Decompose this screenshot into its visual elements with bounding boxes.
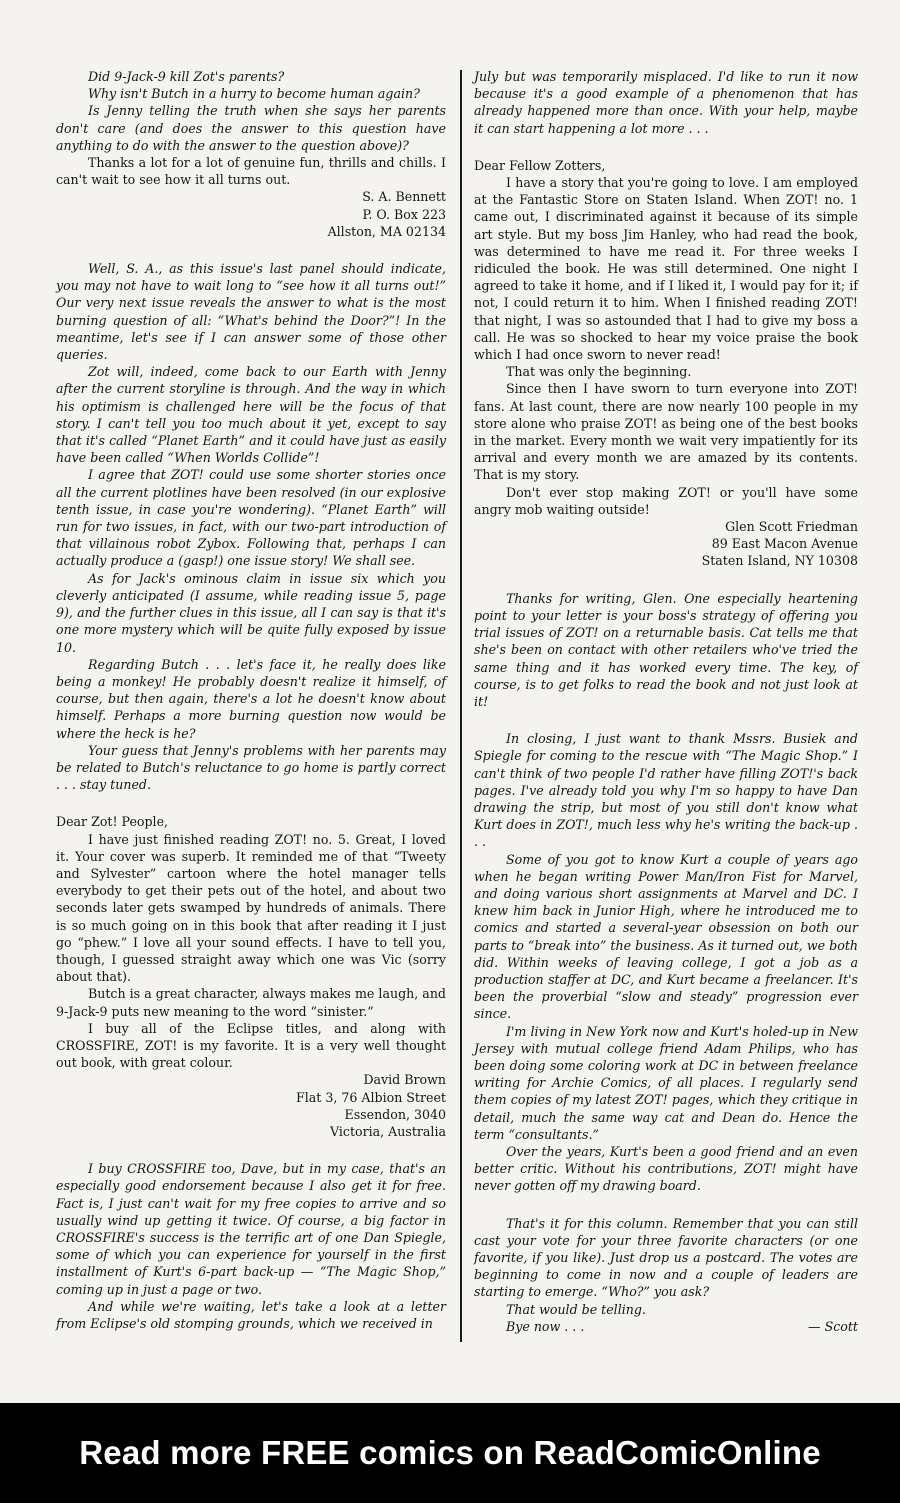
signature-address: P. O. Box 223 — [362, 206, 446, 222]
reply-paragraph: Thanks for writing, Glen. One especially heartening point to your letter is your boss's strategy of offering you trial issues of ZOT! on a returnable basis. Cat tells me that she's been on contact with other retailers who've tried the same thing and it has worked every time. The key, of course, is to get folks to read the book and not just look at it! — [474, 590, 858, 709]
letter-salutation: Dear Fellow Zotters, — [474, 157, 606, 173]
reply-paragraph: I agree that ZOT! could use some shorter stories once all the current plotlines have been resolved (in our explosive tenth issue, in case you're wondering). “Planet Earth” will run for two issues, in fact, with our two-part introduction of that villainous robot Zybox. Following that, perhaps I can actually produce a (gasp!) one issue story! We shall see. — [56, 467, 446, 569]
closing-paragraph: That's it for this column. Remember that you can still cast your vote for your three favorite characters (or one favorite, if you like). Just drop us a postcard. The votes are beginning to come in now and a couple of leaders are starting to emerge. “Who?” you ask? — [474, 1215, 858, 1300]
signature-address: 89 East Macon Avenue — [711, 536, 858, 552]
promo-banner[interactable] — [0, 1403, 900, 1503]
signature-address: Victoria, Australia — [330, 1123, 446, 1139]
promo-banner-text: Read more FREE comics on ReadComicOnline — [79, 1434, 821, 1471]
left-column — [56, 68, 446, 1332]
reply-paragraph: I buy CROSSFIRE too, Dave, but in my case, that's an especially good endorsement because I also get it for free. Fact is, I just can't wait for my free copies to arrive and so usually wind up getting it twice. Of course, a big factor in CROSSFIRE's success is the terrific art of one Dan Spiegle, some of which you can experience for yourself in the first installment of Kurt's 6-part back-up — “The Magic Shop,” coming up in just a page or two. — [56, 1161, 446, 1297]
sign-off-name: — Scott — [808, 1318, 858, 1334]
letter-paragraph: I buy all of the Eclipse titles, and along with CROSSFIRE, ZOT! is my favorite. It is a very well thought out book, with great colour. — [56, 1020, 446, 1071]
letter-paragraph: Since then I have sworn to turn everyone into ZOT! fans. At last count, there are now nearly 100 people in my store alone who praise ZOT! as being one of the best books in the market. Every month we wait very impatiently for its arrival and every month we are amazed by its contents. That is my story. — [474, 381, 858, 483]
letter-question: Did 9-Jack-9 kill Zot's parents? — [88, 69, 285, 84]
reply-paragraph: Zot will, indeed, come back to our Earth with Jenny after the current storyline is through. And the way in which his optimism is challenged here will be the focus of that story. I can't tell you too much about it yet, except to say that it's called “Planet Earth” and it could have just as easily have been called “When Worlds Collide”! — [56, 364, 446, 466]
reply-paragraph: And while we're waiting, let's take a look at a letter from Eclipse's old stomping grounds, which we received in — [56, 1298, 446, 1332]
letter-paragraph: I have a story that you're going to love. I am employed at the Fantastic Store on Staten Island. When ZOT! no. 1 came out, I discriminated against it because of its simple art style. But my boss Jim Hanley, who had read the book, was determined to have me read it. For three weeks I ridiculed the book. He was still determined. One night I agreed to take it home, and if I liked it, I would pay for it; if not, I could return it to him. When I finished reading ZOT! that night, I was so astounded that I had to give my boss a call. He was so shocked to hear my voice praise the book which I had once sworn to never read! — [474, 175, 858, 363]
column-divider — [460, 70, 462, 1342]
bye-text: Bye now . . . — [506, 1318, 585, 1334]
reply-paragraph: July but was temporarily misplaced. I'd like to run it now because it's a good example of a phenomenon that has already happened more than once. With your help, maybe it can start happening a lot more . . . — [474, 69, 858, 136]
letter-question: Is Jenny telling the truth when she says her parents don't care (and does the answer to this question have anything to do with the answer to the question above)? — [56, 103, 446, 153]
letter-salutation: Dear Zot! People, — [56, 814, 169, 830]
sign-off-line — [474, 1318, 858, 1335]
reply-paragraph: As for Jack's ominous claim in issue six which you cleverly anticipated (I assume, while reading issue 5, page 9), and the further clues in this issue, all I can say is that it's one more mystery which will be quite fully exposed by issue 10. — [56, 570, 446, 655]
signature-name: S. A. Bennett — [362, 189, 446, 205]
right-column — [474, 68, 858, 1335]
reply-paragraph: Your guess that Jenny's problems with her parents may be related to Butch's reluctance to go home is partly correct . . . stay tuned. — [56, 742, 446, 793]
letter-paragraph: Butch is a great character, always makes me laugh, and 9-Jack-9 puts new meaning to the word “sinister.” — [56, 986, 446, 1019]
letter-paragraph: Don't ever stop making ZOT! or you'll have some angry mob waiting outside! — [474, 484, 858, 517]
signature-name: Glen Scott Friedman — [725, 519, 858, 535]
closing-paragraph: Some of you got to know Kurt a couple of years ago when he began writing Power Man/Iron Fist for Marvel, and doing various short assignments at Marvel and DC. I knew him back in Junior High, where he introduced me to comics and started a several-year obsession on both our parts to “break into” the business. As it turned out, we both did. Within weeks of leaving college, I got a job as a production staffer at DC, and Kurt became a freelancer. It's been the proverbial “slow and steady” progression ever since. — [474, 851, 858, 1022]
closing-paragraph: I'm living in New York now and Kurt's holed-up in New Jersey with mutual college friend Adam Philips, who has been doing some coloring work at DC in between freelance writing for Archie Comics, of all places. I regularly send them copies of my latest ZOT! pages, which they critique in detail, much the same way cat and Dean do. Hence the term “consultants.” — [474, 1023, 858, 1142]
signature-address: Essendon, 3040 — [344, 1106, 446, 1122]
signature-name: David Brown — [363, 1072, 446, 1088]
closing-paragraph: That would be telling. — [506, 1301, 646, 1317]
letter-paragraph: Thanks a lot for a lot of genuine fun, thrills and chills. I can't wait to see how it all turns out. — [56, 155, 446, 188]
letter-question: Why isn't Butch in a hurry to become human again? — [88, 86, 420, 102]
closing-paragraph: Over the years, Kurt's been a good friend and an even better critic. Without his contributions, ZOT! might have never gotten off my drawing board. — [474, 1143, 858, 1194]
signature-address: Staten Island, NY 10308 — [701, 553, 858, 569]
letter-paragraph: I have just finished reading ZOT! no. 5. Great, I loved it. Your cover was superb. It reminded me of that “Tweety and Sylvester” cartoon where the hotel manager tells everybody to get their pets out of the hotel, and about two seconds later gets swamped by hundreds of animals. There is so much going on in this book that after reading it I just go “phew.” I love all your sound effects. I have to tell you, though, I guessed straight away which one was Vic (sorry about that). — [56, 831, 446, 985]
reply-paragraph: Well, S. A., as this issue's last panel should indicate, you may not have to wait long to “see how it all turns out!” Our very next issue reveals the answer to what is the most burning question of all: “What's behind the Door?”! In the meantime, let's see if I can answer some of those other queries. — [56, 261, 446, 363]
reply-paragraph: Regarding Butch . . . let's face it, he really does like being a monkey! He probably doesn't realize it himself, of course, but then again, there's a lot he doesn't know about himself. Perhaps a more burning question now would be where the heck is he? — [56, 656, 446, 741]
signature-address: Allston, MA 02134 — [327, 223, 446, 239]
closing-paragraph: In closing, I just want to thank Mssrs. Busiek and Spiegle for coming to the rescue with “The Magic Shop.” I can't think of two people I'd rather have filling ZOT!'s back pages. I've already told you why I'm so happy to have Dan drawing the strip, but most of you still don't know what Kurt does in ZOT!, much less why he's writing the back-up . . . — [474, 731, 858, 850]
signature-address: Flat 3, 76 Albion Street — [296, 1089, 446, 1105]
letter-paragraph: That was only the beginning. — [506, 364, 692, 380]
